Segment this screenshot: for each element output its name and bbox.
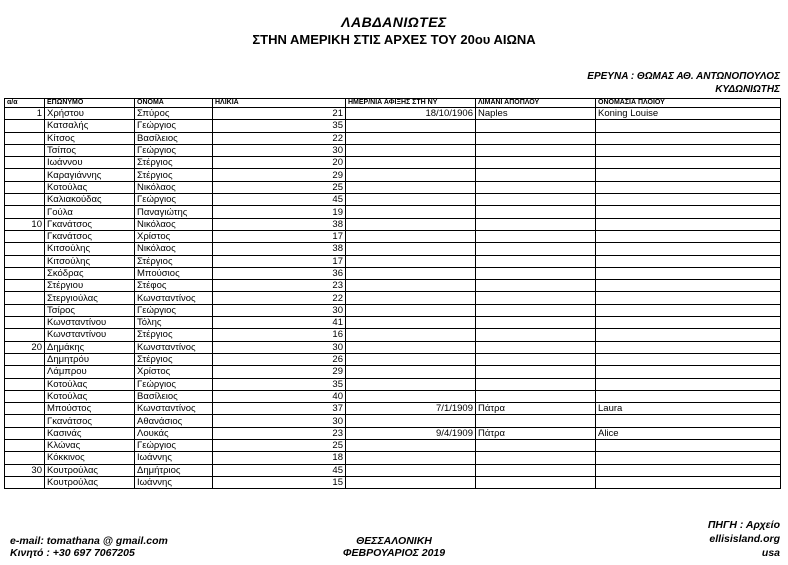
- cell-arrival-date: [346, 476, 476, 488]
- cell-departure-port: [476, 317, 596, 329]
- cell-name: Βασίλειος: [135, 132, 213, 144]
- cell-age: 22: [213, 292, 346, 304]
- table-row: [5, 353, 781, 365]
- cell-index: [5, 230, 45, 242]
- cell-surname: Καραγιάννης: [45, 169, 135, 181]
- cell-ship-name: [596, 317, 781, 329]
- research-credit: ΕΡΕΥΝΑ : ΘΩΜΑΣ ΑΘ. ΑΝΤΩΝΟΠΟΥΛΟΣ: [587, 71, 780, 82]
- cell-ship-name: [596, 292, 781, 304]
- cell-age: 22: [213, 132, 346, 144]
- cell-index: [5, 144, 45, 156]
- cell-surname: Σκόδρας: [45, 267, 135, 279]
- cell-arrival-date: [346, 366, 476, 378]
- cell-ship-name: [596, 440, 781, 452]
- table-row: [5, 144, 781, 156]
- cell-arrival-date: [346, 132, 476, 144]
- cell-arrival-date: [346, 317, 476, 329]
- cell-surname: Καλιακούδας: [45, 194, 135, 206]
- cell-ship-name: [596, 329, 781, 341]
- cell-departure-port: [476, 194, 596, 206]
- cell-name: Νικόλαος: [135, 181, 213, 193]
- cell-ship-name: Laura: [596, 403, 781, 415]
- table-row: [5, 243, 781, 255]
- cell-departure-port: [476, 157, 596, 169]
- cell-surname: Κουτρούλας: [45, 464, 135, 476]
- table-row: [5, 317, 781, 329]
- table-header-row: [5, 99, 781, 108]
- table-row: [5, 181, 781, 193]
- cell-name: Στέργιος: [135, 353, 213, 365]
- cell-age: 18: [213, 452, 346, 464]
- cell-arrival-date: 9/4/1909: [346, 427, 476, 439]
- cell-departure-port: [476, 132, 596, 144]
- cell-age: 40: [213, 390, 346, 402]
- cell-age: 29: [213, 169, 346, 181]
- cell-arrival-date: 7/1/1909: [346, 403, 476, 415]
- cell-arrival-date: [346, 181, 476, 193]
- cell-ship-name: [596, 378, 781, 390]
- cell-name: Στέργιος: [135, 169, 213, 181]
- table-row: [5, 390, 781, 402]
- cell-age: 30: [213, 415, 346, 427]
- column-header-ship-name: ΟΝΟΜΑΣΙΑ ΠΛΟΙΟΥ: [596, 99, 781, 108]
- cell-ship-name: [596, 255, 781, 267]
- cell-name: Ιωάννης: [135, 476, 213, 488]
- cell-arrival-date: [346, 304, 476, 316]
- cell-index: [5, 390, 45, 402]
- table-row: [5, 206, 781, 218]
- cell-index: [5, 157, 45, 169]
- footer-source-label: ΠΗΓΗ : Αρχείο: [707, 519, 780, 531]
- cell-index: [5, 415, 45, 427]
- cell-ship-name: [596, 157, 781, 169]
- document-title: ΛΑΒΔΑΝΙΩΤΕΣ: [341, 14, 447, 30]
- cell-index: [5, 476, 45, 488]
- cell-arrival-date: 18/10/1906: [346, 108, 476, 120]
- cell-departure-port: [476, 255, 596, 267]
- cell-arrival-date: [346, 169, 476, 181]
- cell-departure-port: [476, 230, 596, 242]
- cell-name: Χρίστος: [135, 366, 213, 378]
- cell-index: 1: [5, 108, 45, 120]
- cell-ship-name: [596, 341, 781, 353]
- footer-email: e-mail: tomathana @ gmail.com: [10, 535, 168, 547]
- cell-departure-port: Naples: [476, 108, 596, 120]
- table-row: [5, 169, 781, 181]
- cell-arrival-date: [346, 157, 476, 169]
- table-row: [5, 476, 781, 488]
- table-row: [5, 427, 781, 439]
- cell-surname: Κοτούλας: [45, 390, 135, 402]
- cell-name: Στέργιος: [135, 255, 213, 267]
- cell-surname: Γκανάτσος: [45, 218, 135, 230]
- cell-surname: Κωνσταντίνου: [45, 317, 135, 329]
- cell-departure-port: [476, 378, 596, 390]
- cell-arrival-date: [346, 353, 476, 365]
- cell-surname: Δημητρόυ: [45, 353, 135, 365]
- cell-surname: Τσίρος: [45, 304, 135, 316]
- cell-name: Νικόλαος: [135, 218, 213, 230]
- cell-name: Γεώργιος: [135, 378, 213, 390]
- cell-index: [5, 292, 45, 304]
- cell-ship-name: [596, 132, 781, 144]
- cell-index: [5, 280, 45, 292]
- cell-arrival-date: [346, 378, 476, 390]
- cell-surname: Κλώνας: [45, 440, 135, 452]
- cell-surname: Γκανάτσος: [45, 415, 135, 427]
- cell-age: 45: [213, 194, 346, 206]
- cell-arrival-date: [346, 280, 476, 292]
- cell-arrival-date: [346, 144, 476, 156]
- cell-arrival-date: [346, 230, 476, 242]
- cell-age: 25: [213, 181, 346, 193]
- table-row: [5, 464, 781, 476]
- footer-source-site: ellisisland.org: [709, 533, 780, 545]
- cell-arrival-date: [346, 292, 476, 304]
- cell-index: [5, 255, 45, 267]
- cell-ship-name: [596, 206, 781, 218]
- table-row: [5, 280, 781, 292]
- cell-index: [5, 304, 45, 316]
- table-row: [5, 378, 781, 390]
- cell-index: [5, 378, 45, 390]
- cell-ship-name: [596, 415, 781, 427]
- footer-city: ΘΕΣΣΑΛΟΝΙΚΗ: [356, 535, 432, 547]
- cell-name: Μπούσιος: [135, 267, 213, 279]
- cell-surname: Κωνσταντίνου: [45, 329, 135, 341]
- cell-arrival-date: [346, 120, 476, 132]
- cell-age: 25: [213, 440, 346, 452]
- table-row: [5, 366, 781, 378]
- cell-index: [5, 427, 45, 439]
- column-header-index: α/α: [5, 99, 45, 108]
- cell-departure-port: [476, 267, 596, 279]
- cell-ship-name: [596, 476, 781, 488]
- cell-departure-port: [476, 464, 596, 476]
- cell-departure-port: [476, 292, 596, 304]
- cell-arrival-date: [346, 255, 476, 267]
- table-row: [5, 157, 781, 169]
- cell-age: 35: [213, 120, 346, 132]
- cell-departure-port: [476, 353, 596, 365]
- table-row: [5, 132, 781, 144]
- cell-index: [5, 206, 45, 218]
- table-row: [5, 440, 781, 452]
- cell-ship-name: [596, 144, 781, 156]
- cell-departure-port: [476, 304, 596, 316]
- research-credit-origin: ΚΥΔΩΝΙΩΤΗΣ: [715, 84, 780, 95]
- cell-name: Κωνσταντίνος: [135, 292, 213, 304]
- cell-name: Παναγιώτης: [135, 206, 213, 218]
- cell-name: Στέφος: [135, 280, 213, 292]
- cell-name: Στέργιος: [135, 157, 213, 169]
- cell-arrival-date: [346, 464, 476, 476]
- cell-index: [5, 243, 45, 255]
- cell-age: 20: [213, 157, 346, 169]
- table-row: [5, 341, 781, 353]
- cell-ship-name: Alice: [596, 427, 781, 439]
- cell-age: 37: [213, 403, 346, 415]
- cell-departure-port: Πάτρα: [476, 427, 596, 439]
- cell-name: Σπύρος: [135, 108, 213, 120]
- cell-departure-port: [476, 366, 596, 378]
- table-row: [5, 452, 781, 464]
- cell-arrival-date: [346, 218, 476, 230]
- cell-name: Αθανάσιος: [135, 415, 213, 427]
- cell-name: Νικόλαος: [135, 243, 213, 255]
- table-row: [5, 194, 781, 206]
- footer-date: ΦΕΒΡΟΥΑΡΙΟΣ 2019: [342, 547, 446, 559]
- immigrants-table: [4, 98, 781, 489]
- cell-arrival-date: [346, 390, 476, 402]
- cell-departure-port: [476, 243, 596, 255]
- cell-index: [5, 132, 45, 144]
- cell-age: 19: [213, 206, 346, 218]
- cell-index: [5, 329, 45, 341]
- cell-departure-port: [476, 452, 596, 464]
- cell-age: 17: [213, 230, 346, 242]
- cell-age: 15: [213, 476, 346, 488]
- cell-name: Κωνσταντίνος: [135, 341, 213, 353]
- table-row: [5, 230, 781, 242]
- cell-departure-port: [476, 181, 596, 193]
- cell-arrival-date: [346, 415, 476, 427]
- table-row: [5, 120, 781, 132]
- cell-ship-name: [596, 120, 781, 132]
- cell-age: 38: [213, 243, 346, 255]
- cell-departure-port: [476, 341, 596, 353]
- cell-departure-port: [476, 120, 596, 132]
- table-row: [5, 304, 781, 316]
- cell-name: Λουκάς: [135, 427, 213, 439]
- cell-name: Γεώργιος: [135, 304, 213, 316]
- cell-age: 16: [213, 329, 346, 341]
- cell-surname: Κουτρούλας: [45, 476, 135, 488]
- table-row: [5, 267, 781, 279]
- cell-surname: Ιωάννου: [45, 157, 135, 169]
- cell-age: 36: [213, 267, 346, 279]
- cell-surname: Τσίπος: [45, 144, 135, 156]
- cell-ship-name: [596, 218, 781, 230]
- cell-age: 30: [213, 341, 346, 353]
- cell-ship-name: Koning Louise: [596, 108, 781, 120]
- cell-index: [5, 181, 45, 193]
- column-header-name: ΟΝΟΜΑ: [135, 99, 213, 108]
- cell-arrival-date: [346, 440, 476, 452]
- cell-index: [5, 169, 45, 181]
- table-row: [5, 329, 781, 341]
- table-row: [5, 292, 781, 304]
- table-row: [5, 218, 781, 230]
- cell-arrival-date: [346, 267, 476, 279]
- cell-index: [5, 120, 45, 132]
- cell-ship-name: [596, 243, 781, 255]
- cell-name: Τόλης: [135, 317, 213, 329]
- cell-name: Γεώργιος: [135, 440, 213, 452]
- cell-name: Γεώργιος: [135, 144, 213, 156]
- cell-age: 30: [213, 144, 346, 156]
- cell-name: Βασίλειος: [135, 390, 213, 402]
- cell-surname: Γούλα: [45, 206, 135, 218]
- cell-arrival-date: [346, 341, 476, 353]
- cell-age: 45: [213, 464, 346, 476]
- cell-arrival-date: [346, 206, 476, 218]
- table-row: [5, 108, 781, 120]
- cell-departure-port: [476, 169, 596, 181]
- column-header-arrival-date: ΗΜΕΡ/ΝΙΑ ΑΦΙΞΗΣ ΣΤΗ ΝΥ: [346, 99, 476, 108]
- footer-phone: Κινητό : +30 697 7067205: [10, 547, 135, 559]
- cell-index: [5, 366, 45, 378]
- cell-surname: Στέργιου: [45, 280, 135, 292]
- cell-departure-port: [476, 415, 596, 427]
- cell-ship-name: [596, 230, 781, 242]
- cell-name: Γεώργιος: [135, 120, 213, 132]
- cell-ship-name: [596, 181, 781, 193]
- cell-arrival-date: [346, 243, 476, 255]
- cell-departure-port: [476, 329, 596, 341]
- cell-arrival-date: [346, 452, 476, 464]
- cell-departure-port: Πάτρα: [476, 403, 596, 415]
- cell-age: 23: [213, 280, 346, 292]
- cell-age: 29: [213, 366, 346, 378]
- cell-name: Χρίστος: [135, 230, 213, 242]
- cell-name: Ιωάννης: [135, 452, 213, 464]
- cell-age: 21: [213, 108, 346, 120]
- cell-ship-name: [596, 169, 781, 181]
- cell-ship-name: [596, 353, 781, 365]
- cell-departure-port: [476, 390, 596, 402]
- cell-index: [5, 452, 45, 464]
- cell-surname: Μπούστος: [45, 403, 135, 415]
- cell-surname: Κασινάς: [45, 427, 135, 439]
- cell-ship-name: [596, 452, 781, 464]
- cell-departure-port: [476, 218, 596, 230]
- cell-index: 30: [5, 464, 45, 476]
- cell-departure-port: [476, 206, 596, 218]
- cell-departure-port: [476, 280, 596, 292]
- cell-ship-name: [596, 366, 781, 378]
- cell-age: 41: [213, 317, 346, 329]
- footer-source-country: usa: [761, 547, 780, 559]
- cell-surname: Κιτσούλης: [45, 243, 135, 255]
- cell-surname: Κιτσούλης: [45, 255, 135, 267]
- cell-surname: Κοτούλας: [45, 181, 135, 193]
- cell-index: [5, 267, 45, 279]
- table-row: [5, 403, 781, 415]
- cell-arrival-date: [346, 329, 476, 341]
- cell-departure-port: [476, 476, 596, 488]
- table-row: [5, 255, 781, 267]
- cell-age: 30: [213, 304, 346, 316]
- column-header-age: ΗΛΙΚΙΑ: [213, 99, 346, 108]
- cell-index: [5, 353, 45, 365]
- cell-age: 38: [213, 218, 346, 230]
- cell-age: 23: [213, 427, 346, 439]
- cell-surname: Γκανάτσος: [45, 230, 135, 242]
- cell-ship-name: [596, 464, 781, 476]
- cell-name: Κωνσταντίνος: [135, 403, 213, 415]
- cell-ship-name: [596, 280, 781, 292]
- column-header-departure-port: ΛΙΜΑΝΙ ΑΠΟΠΛΟΥ: [476, 99, 596, 108]
- cell-index: [5, 440, 45, 452]
- cell-surname: Χρήστου: [45, 108, 135, 120]
- document-subtitle: ΣΤΗΝ ΑΜΕΡΙΚΗ ΣΤΙΣ ΑΡΧΕΣ ΤΟΥ 20ου ΑΙΩΝΑ: [252, 32, 536, 47]
- cell-index: 10: [5, 218, 45, 230]
- cell-name: Γεώργιος: [135, 194, 213, 206]
- cell-name: Δημήτριος: [135, 464, 213, 476]
- column-header-surname: ΕΠΩΝΥΜΟ: [45, 99, 135, 108]
- cell-ship-name: [596, 304, 781, 316]
- cell-ship-name: [596, 267, 781, 279]
- cell-index: [5, 194, 45, 206]
- cell-index: 20: [5, 341, 45, 353]
- cell-name: Στέργιος: [135, 329, 213, 341]
- cell-departure-port: [476, 440, 596, 452]
- cell-age: 35: [213, 378, 346, 390]
- cell-surname: Λάμπρου: [45, 366, 135, 378]
- cell-surname: Κοτούλας: [45, 378, 135, 390]
- cell-surname: Δημάκης: [45, 341, 135, 353]
- cell-surname: Κόκκινος: [45, 452, 135, 464]
- cell-index: [5, 317, 45, 329]
- cell-surname: Κίτσος: [45, 132, 135, 144]
- cell-surname: Στεργιούλας: [45, 292, 135, 304]
- cell-index: [5, 403, 45, 415]
- cell-arrival-date: [346, 194, 476, 206]
- cell-ship-name: [596, 390, 781, 402]
- cell-surname: Κατσαλής: [45, 120, 135, 132]
- cell-ship-name: [596, 194, 781, 206]
- table-row: [5, 415, 781, 427]
- cell-age: 17: [213, 255, 346, 267]
- cell-age: 26: [213, 353, 346, 365]
- cell-departure-port: [476, 144, 596, 156]
